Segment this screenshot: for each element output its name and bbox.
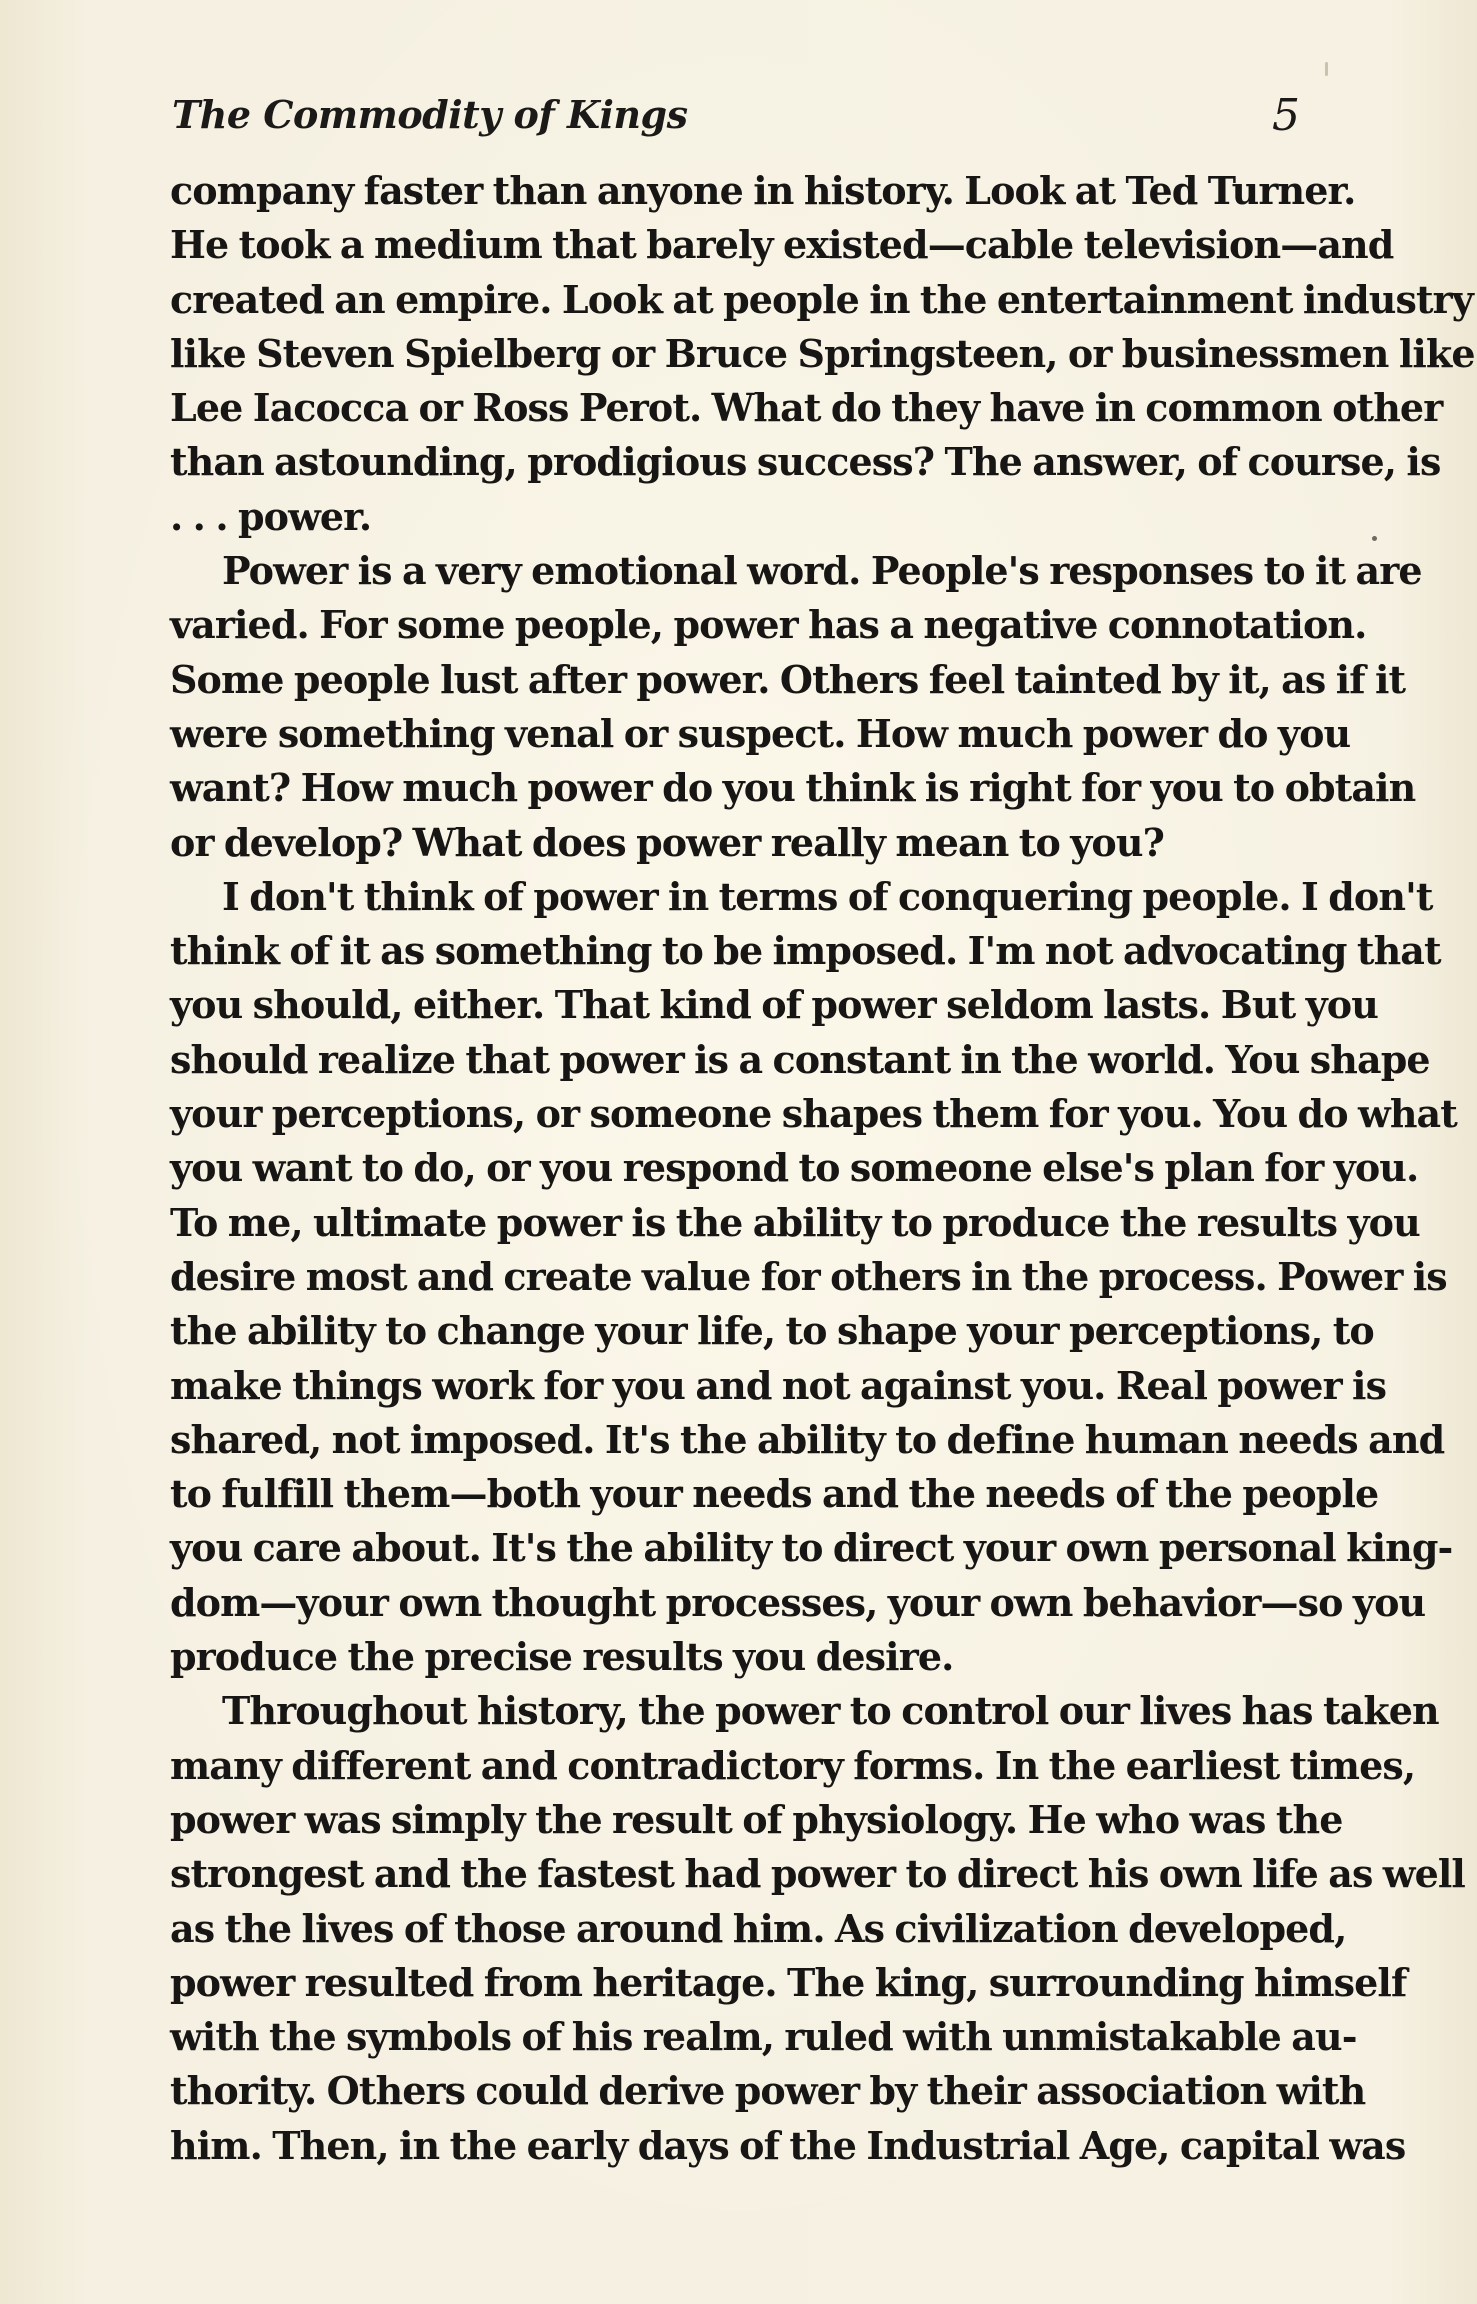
text-line: many different and contradictory forms. In the earliest times, <box>170 1742 1416 1788</box>
text-line: desire most and create value for others in the process. Power is <box>170 1253 1447 1299</box>
paragraph-first-line: I don't think of power in terms of conquering people. I don't <box>222 873 1433 919</box>
text-line: . . . power. <box>170 493 372 539</box>
text-line: dom—your own thought processes, your own behavior—so you <box>170 1579 1426 1625</box>
text-line: like Steven Spielberg or Bruce Springsteen, or businessmen like <box>170 330 1475 376</box>
text-line: company faster than anyone in history. Look at Ted Turner. <box>170 168 1356 213</box>
text-line: to fulfill them—both your needs and the needs of the people <box>170 1471 1379 1517</box>
text-line: as the lives of those around him. As civilization developed, <box>170 1905 1347 1951</box>
text-line: your perceptions, or someone shapes them for you. You do what <box>170 1091 1457 1137</box>
paragraph-first-line: Power is a very emotional word. People's responses to it are <box>222 548 1422 594</box>
text-line: To me, ultimate power is the ability to produce the results you <box>170 1199 1420 1245</box>
paper-speck <box>1372 536 1377 541</box>
running-head <box>170 88 1300 148</box>
text-line: created an empire. Look at people in the entertainment industry <box>170 276 1473 322</box>
text-line: think of it as something to be imposed. I'm not advocating that <box>170 928 1441 974</box>
body-text <box>170 164 1475 2173</box>
text-line: produce the precise results you desire. <box>170 1634 954 1680</box>
text-line: than astounding, prodigious success? The answer, of course, is <box>170 439 1441 485</box>
text-line: thority. Others could derive power by their association with <box>170 2068 1366 2114</box>
paragraph-first-line: Throughout history, the power to control our lives has taken <box>222 1688 1439 1734</box>
page-number: 5 <box>1272 90 1300 141</box>
text-line: Lee Iacocca or Ross Perot. What do they have in common other <box>170 385 1443 431</box>
text-line: make things work for you and not against you. Real power is <box>170 1362 1387 1408</box>
text-line: with the symbols of his realm, ruled with unmistakable au- <box>170 2014 1357 2060</box>
text-line: or develop? What does power really mean to you? <box>170 819 1164 865</box>
text-line: you want to do, or you respond to someone else's plan for you. <box>170 1145 1419 1191</box>
text-line: Some people lust after power. Others feel tainted by it, as if it <box>170 656 1406 702</box>
text-line: strongest and the fastest had power to direct his own life as well <box>170 1851 1465 1897</box>
text-line: were something venal or suspect. How much power do you <box>170 710 1351 756</box>
running-head-title: The Commodity of Kings <box>172 92 688 137</box>
text-line: power was simply the result of physiology. He who was the <box>170 1796 1343 1842</box>
text-line: you should, either. That kind of power seldom lasts. But you <box>170 982 1378 1028</box>
text-line: varied. For some people, power has a negative connotation. <box>170 602 1367 648</box>
text-line: power resulted from heritage. The king, surrounding himself <box>170 1959 1407 2005</box>
paper-speck <box>1325 62 1328 76</box>
text-line: him. Then, in the early days of the Industrial Age, capital was <box>170 2122 1406 2168</box>
text-line: want? How much power do you think is right for you to obtain <box>170 765 1416 811</box>
text-line: shared, not imposed. It's the ability to define human needs and <box>170 1416 1445 1462</box>
text-line: the ability to change your life, to shape your perceptions, to <box>170 1308 1374 1354</box>
text-line: you care about. It's the ability to direct your own personal king- <box>170 1525 1453 1571</box>
text-line: He took a medium that barely existed—cable television—and <box>170 222 1394 268</box>
text-line: should realize that power is a constant in the world. You shape <box>170 1036 1430 1082</box>
